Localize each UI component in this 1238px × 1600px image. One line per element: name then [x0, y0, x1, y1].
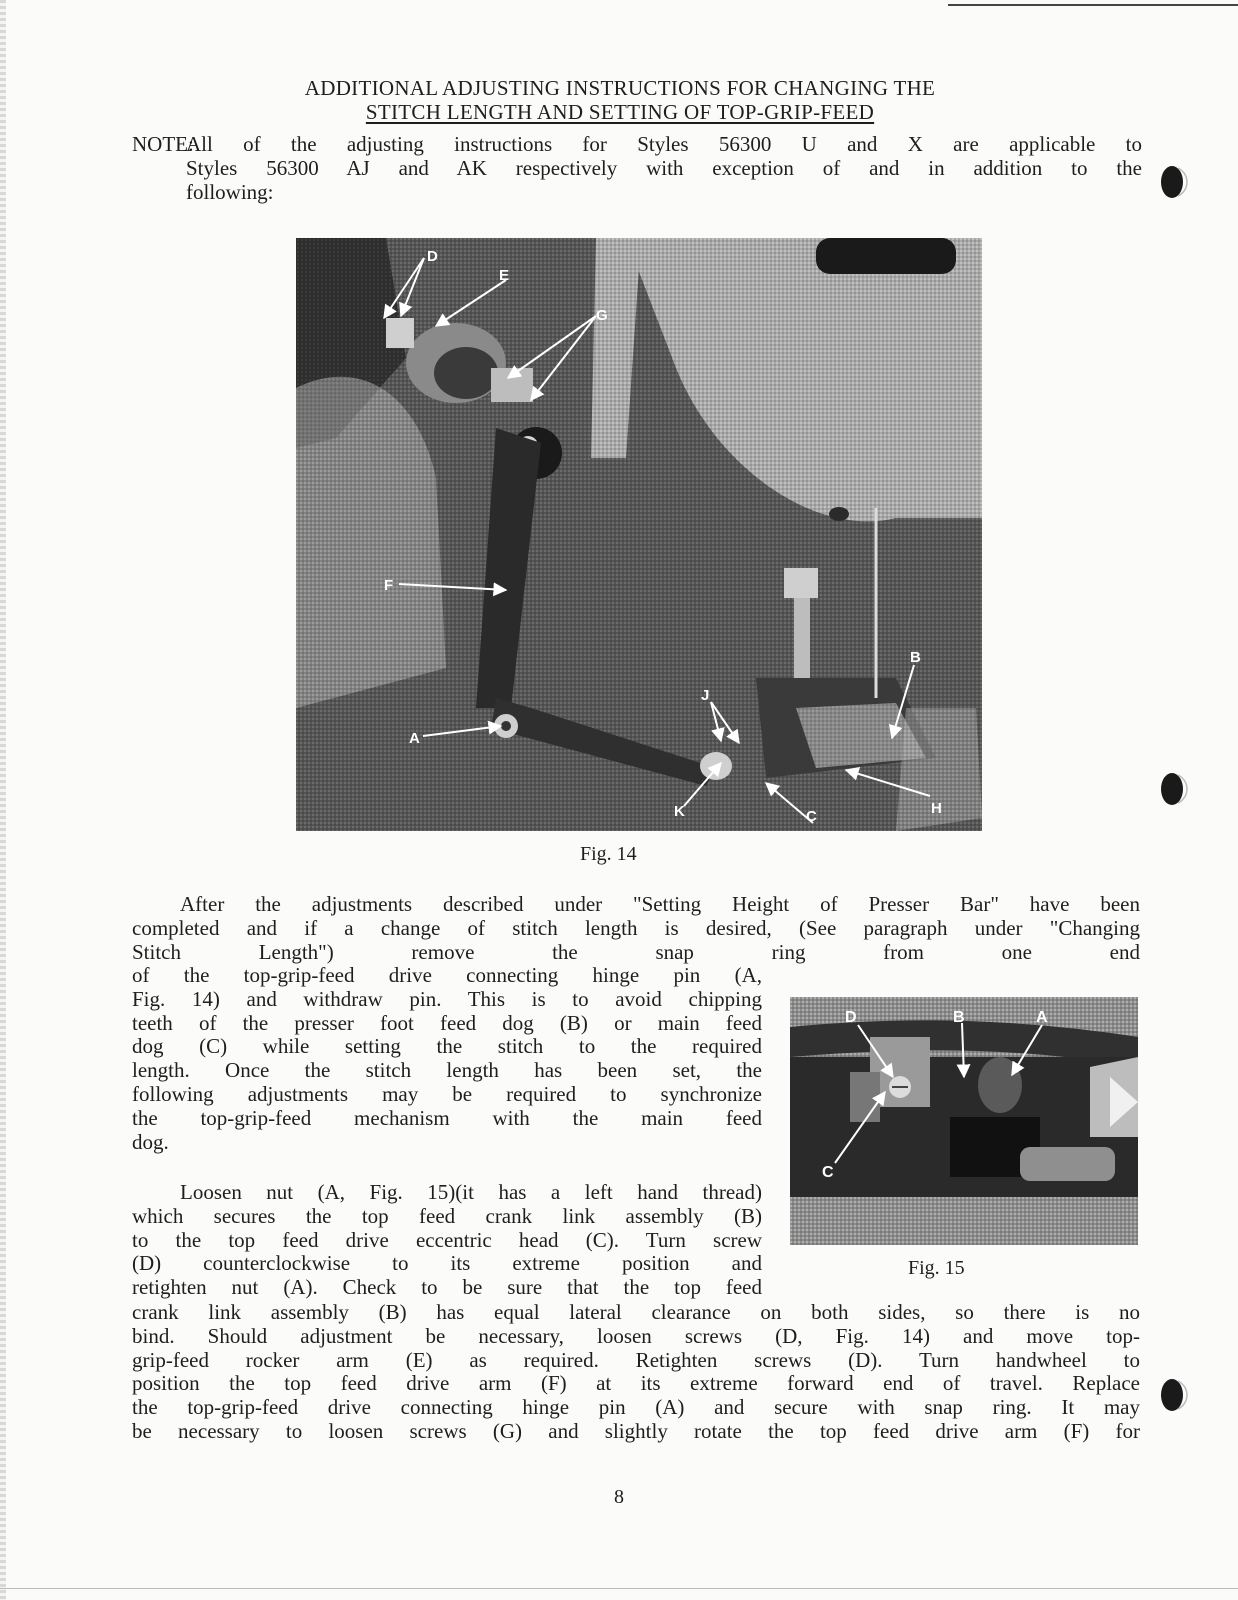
note-line: Styles 56300 AJ and AK respectively with exception of and in addition to the: [186, 156, 1142, 180]
paragraph-line: teeth of the presser foot feed dog (B) or main feed: [132, 1010, 762, 1035]
figure-14-illustration: [296, 238, 982, 831]
fig15-label: D: [845, 1009, 857, 1026]
paragraph-1-column: [132, 964, 762, 1154]
paragraph-line: completed and if a change of stitch length is desired, (See paragraph under "Changing: [132, 915, 1140, 940]
paragraph-line: dog (C) while setting the stitch to the required: [132, 1034, 762, 1059]
note-line: following:: [186, 180, 274, 204]
fig14-label: F: [384, 577, 394, 594]
paragraph-line: Stitch Length") remove the snap ring from one end: [132, 939, 1140, 964]
paragraph-line: which secures the top feed crank link assembly (B): [132, 1203, 762, 1228]
fig14-label: D: [427, 248, 438, 265]
paragraph-line: crank link assembly (B) has equal lateral clearance on both sides, so there is no: [132, 1300, 1140, 1324]
paragraph-line: length. Once the stitch length has been set, the: [132, 1058, 762, 1083]
page-edge: [0, 0, 6, 1600]
paragraph-1-full-width: [132, 893, 1140, 964]
paragraph-line: After the adjustments described under "Setting Height of Presser Bar" have been: [180, 892, 1140, 916]
figure-15-caption: Fig. 15: [908, 1257, 965, 1279]
paragraph-line: the top-grip-feed drive connecting hinge pin (A) and secure with snap ring. It may: [132, 1395, 1140, 1420]
paragraph-line: following adjustments may be required to synchronize: [132, 1081, 762, 1106]
paragraph-2-column: [132, 1181, 762, 1300]
paragraph-2-full-width: [132, 1301, 1140, 1444]
fig14-label: H: [931, 800, 942, 817]
paragraph-line: Fig. 14) and withdraw pin. This is to avoid chipping: [132, 986, 762, 1011]
paragraph-line: to the top feed drive eccentric head (C). Turn screw: [132, 1227, 762, 1252]
fig14-label: B: [910, 649, 921, 666]
fig15-label: A: [1036, 1009, 1048, 1026]
figure-14-caption: Fig. 14: [580, 843, 637, 865]
punch-hole-icon: [1150, 160, 1194, 204]
page-number: 8: [614, 1486, 624, 1508]
paragraph-line: grip-feed rocker arm (E) as required. Retighten screws (D). Turn handwheel to: [132, 1347, 1140, 1372]
paragraph-line: be necessary to loosen screws (G) and slightly rotate the top feed drive arm (F) for: [132, 1418, 1140, 1443]
fig14-label: E: [499, 267, 510, 284]
fig14-label: J: [701, 687, 710, 704]
heading-line-1: ADDITIONAL ADJUSTING INSTRUCTIONS FOR CHANGING THE: [304, 76, 936, 100]
fig14-label: K: [674, 803, 685, 820]
paragraph-line: bind. Should adjustment be necessary, loosen screws (D, Fig. 14) and move top-: [132, 1323, 1140, 1348]
note-label: NOTE:: [132, 132, 194, 156]
bottom-rule: [0, 1588, 1238, 1589]
paragraph-line: dog.: [132, 1129, 169, 1154]
fig15-label: C: [822, 1164, 834, 1181]
paragraph-line: of the top-grip-feed drive connecting hinge pin (A,: [132, 963, 762, 987]
paragraph-line: position the top feed drive arm (F) at its extreme forward end of travel. Replace: [132, 1371, 1140, 1396]
top-rule: [948, 4, 1238, 6]
note-line: All of the adjusting instructions for Styles 56300 U and X are applicable to: [186, 132, 1142, 156]
figure-15-photo: [790, 997, 1138, 1245]
heading-line-2: STITCH LENGTH AND SETTING OF TOP-GRIP-FEED: [365, 100, 875, 124]
fig14-label: G: [596, 307, 608, 324]
fig14-label: C: [806, 808, 817, 825]
figure-14-photo: [296, 238, 982, 831]
punch-hole-icon: [1150, 1373, 1194, 1417]
paragraph-line: Loosen nut (A, Fig. 15)(it has a left hand thread): [180, 1180, 762, 1204]
fig15-label: B: [953, 1009, 965, 1026]
figure-15-illustration: [790, 997, 1138, 1245]
paragraph-line: (D) counterclockwise to its extreme position and: [132, 1251, 762, 1276]
paragraph-line: the top-grip-feed mechanism with the main feed: [132, 1105, 762, 1130]
paragraph-line: retighten nut (A). Check to be sure that the top feed: [132, 1275, 762, 1300]
fig14-label: A: [409, 730, 420, 747]
note-body: [186, 132, 1142, 204]
punch-hole-icon: [1150, 767, 1194, 811]
